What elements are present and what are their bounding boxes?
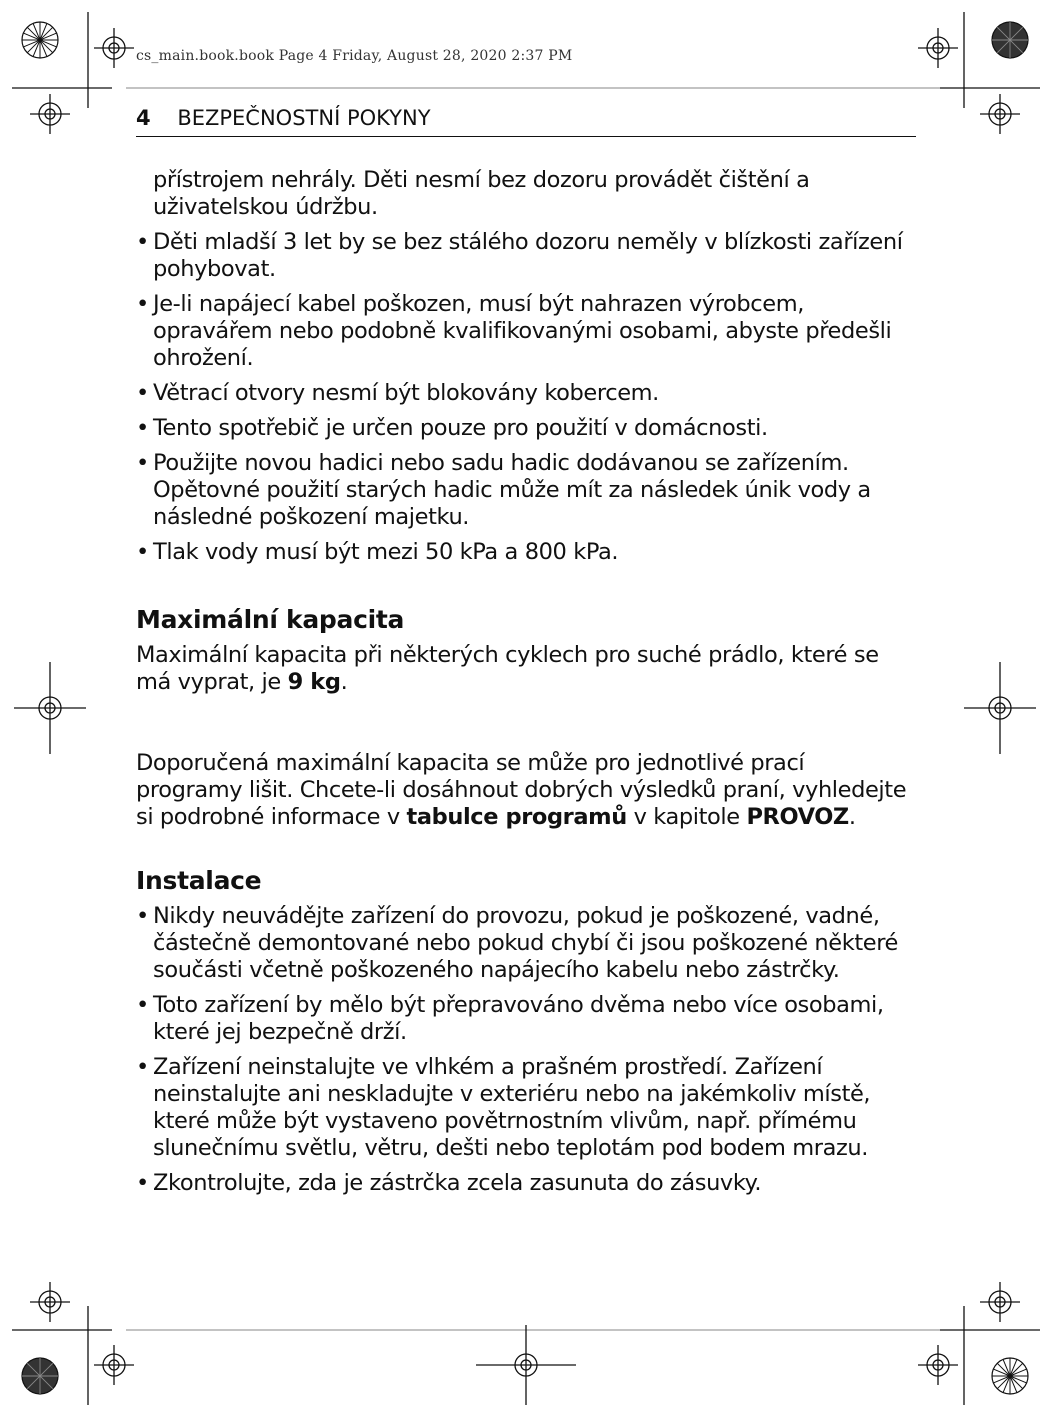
page-content (136, 167, 916, 1205)
operation-chapter-ref: PROVOZ (746, 804, 849, 830)
program-table-ref: tabulce programů (406, 804, 627, 830)
list-item: • Je-li napájecí kabel poškozen, musí být nahrazen výrobcem, opravářem nebo podobně kvalifikovanými osobami, abyste předešli ohrožení. (136, 291, 892, 371)
bullet-glyph: • (136, 539, 149, 565)
installation-list (136, 903, 916, 1197)
print-slug: cs_main.book.book Page 4 Friday, August 28, 2020 2:37 PM (136, 48, 573, 64)
list-item: • Tlak vody musí být mezi 50 kPa a 800 kPa. (136, 539, 619, 565)
safety-list (136, 167, 916, 566)
bullet-glyph: • (136, 1170, 149, 1196)
list-item: • Větrací otvory nesmí být blokovány kobercem. (136, 380, 659, 406)
bullet-glyph: • (136, 450, 149, 476)
bullet-glyph: • (136, 1054, 149, 1080)
capacity-paragraph-2: Doporučená maximální kapacita se může pro jednotlivé prací programy lišit. Chcete-li dosáhnout dobrých výsledků praní, vyhledejte si podrobné informace v tabulce programů v kapitole PROVOZ. (136, 750, 907, 830)
page-number: 4 (136, 106, 151, 130)
bullet-glyph: • (136, 380, 149, 406)
bullet-glyph: • (136, 415, 149, 441)
list-item: • Toto zařízení by mělo být přepravováno dvěma nebo více osobami, které jej bezpečně drží. (136, 992, 884, 1045)
list-item: • Zkontrolujte, zda je zástrčka zcela zasunuta do zásuvky. (136, 1170, 762, 1196)
list-item: • Zařízení neinstalujte ve vlhkém a prašném prostředí. Zařízení neinstalujte ani neskladujte v exteriéru nebo na jakémkoliv místě, které může být vystaveno povětrnostním vlivům, např. přímému slunečnímu světlu, větru, dešti nebo teplotám pod bodem mrazu. (136, 1054, 871, 1161)
list-item: • Nikdy neuvádějte zařízení do provozu, pokud je poškozené, vadné, částečně demontované nebo pokud chybí či jsou poškozené některé součásti včetně poškozeného napájecího kabelu nebo zástrčky. (136, 903, 898, 983)
heading-max-capacity: Maximální kapacita (136, 605, 405, 634)
bullet-glyph: • (136, 291, 149, 317)
list-item: • Děti mladší 3 let by se bez stálého dozoru neměly v blízkosti zařízení pohybovat. (136, 229, 903, 282)
capacity-value: 9 kg (287, 669, 341, 695)
running-header (136, 106, 916, 137)
section-title: BEZPEČNOSTNÍ POKYNY (177, 106, 431, 130)
list-item: • Tento spotřebič je určen pouze pro použití v domácnosti. (136, 415, 768, 441)
heading-installation: Instalace (136, 866, 262, 895)
list-item: • Použijte novou hadici nebo sadu hadic dodávanou se zařízením. Opětovné použití starých hadic může mít za následek únik vody a následné poškození majetku. (136, 450, 871, 530)
capacity-paragraph-1: Maximální kapacita při některých cyklech pro suché prádlo, které se má vyprat, je 9 kg. (136, 642, 879, 695)
bullet-glyph: • (136, 903, 149, 929)
bullet-glyph: • (136, 992, 149, 1018)
bullet-glyph: • (136, 229, 149, 255)
list-item-continuation: přístrojem nehrály. Děti nesmí bez dozoru provádět čištění a uživatelskou údržbu. (153, 167, 810, 220)
